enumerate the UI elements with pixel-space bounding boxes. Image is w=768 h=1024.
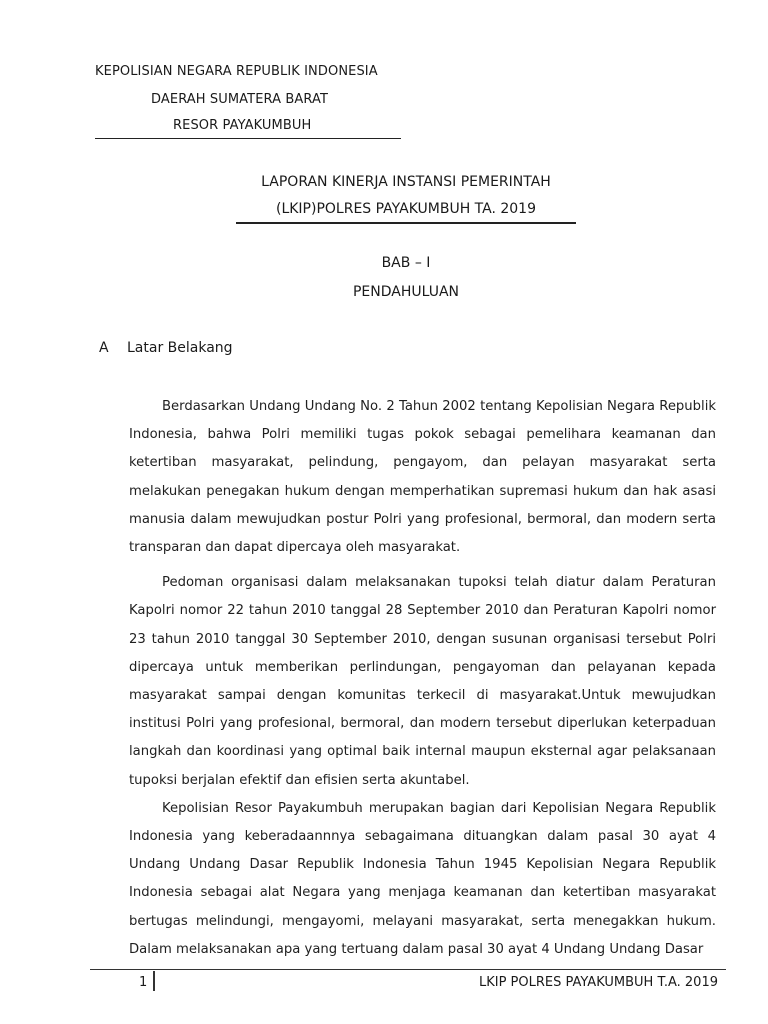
document-title-line-2: (LKIP)POLRES PAYAKUMBUH TA. 2019 xyxy=(236,196,576,224)
chapter-number: BAB – I xyxy=(381,255,431,271)
footer-title: LKIP POLRES PAYAKUMBUH T.A. 2019 xyxy=(478,975,718,990)
letterhead-line-1: KEPOLISIAN NEGARA REPUBLIK INDONESIA xyxy=(95,64,378,79)
document-title xyxy=(236,168,576,224)
body-text xyxy=(129,393,716,971)
letterhead-line-2: DAERAH SUMATERA BARAT xyxy=(151,92,328,107)
document-title-line-1: LAPORAN KINERJA INSTANSI PEMERINTAH xyxy=(261,174,551,190)
letterhead-line-3: RESOR PAYAKUMBUH xyxy=(95,114,401,139)
page-number-separator xyxy=(153,971,155,991)
page-number: 1 xyxy=(139,975,148,990)
chapter-name: PENDAHULUAN xyxy=(352,284,460,300)
section-title: Latar Belakang xyxy=(127,340,233,356)
paragraph: Pedoman organisasi dalam melaksanakan tupoksi telah diatur dalam Peraturan Kapolri nomor 22 tahun 2010 tanggal 28 September 2010 dan Peraturan Kapolri nomor 23 tahun 2010 tanggal 30 September 2010, dengan susunan organisasi tersebut Polri dipercaya untuk memberikan perlindungan, pengayoman dan pelayanan kepada masyarakat sampai dengan komunitas terkecil di masyarakat.Untuk mewujudkan institusi Polri yang profesional, bermoral, dan modern tersebut diperlukan keterpaduan langkah dan koordinasi yang optimal baik internal maupun eksternal agar pelaksanaan tupoksi berjalan efektif dan efisien serta akuntabel. xyxy=(129,575,716,788)
section-heading xyxy=(99,340,233,356)
paragraph: Berdasarkan Undang Undang No. 2 Tahun 2002 tentang Kepolisian Negara Republik Indonesia, bahwa Polri memiliki tugas pokok sebagai pemelihara keamanan dan ketertiban masyarakat, pelindung, pengayom, dan pelayan masyarakat serta melakukan penegakan hukum dengan memperhatikan supremasi hukum dan hak asasi manusia dalam mewujudkan postur Polri yang profesional, bermoral, dan modern serta transparan dan dapat dipercaya oleh masyarakat. xyxy=(129,399,716,556)
letterhead xyxy=(95,58,401,139)
section-letter: A xyxy=(99,340,109,356)
paragraph: Kepolisian Resor Payakumbuh merupakan bagian dari Kepolisian Negara Republik Indonesia yang keberadaannnya sebagaimana dituangkan dalam pasal 30 ayat 4 Undang Undang Dasar Republik Indonesia Tahun 1945 Kepolisian Negara Republik Indonesia sebagai alat Negara yang menjaga keamanan dan ketertiban masyarakat bertugas melindungi, mengayomi, melayani masyarakat, serta menegakkan hukum. Dalam melaksanakan apa yang tertuang dalam pasal 30 ayat 4 Undang Undang Dasar xyxy=(129,800,716,957)
footer-divider xyxy=(90,969,726,970)
